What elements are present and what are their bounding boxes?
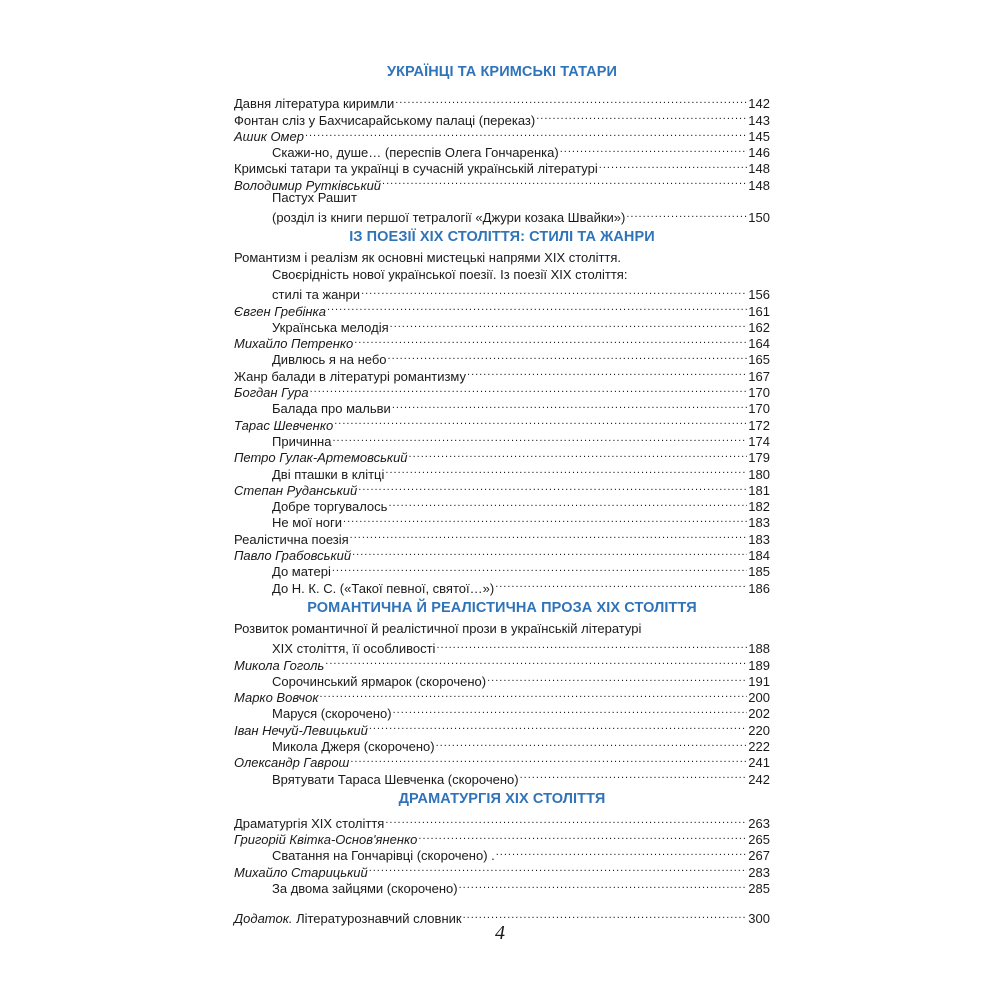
toc-page-number: 150: [748, 210, 770, 226]
toc-author-name: Степан Руданський: [234, 482, 358, 498]
dot-leader: [395, 92, 747, 108]
toc-entry-title: ХІХ століття, її особливості: [272, 641, 436, 657]
toc-entry-title: Не мої ноги: [272, 515, 343, 531]
toc-page-number: 241: [748, 755, 770, 771]
toc-page-number: 188: [748, 641, 770, 657]
dot-leader: [436, 735, 748, 751]
toc-page-number: 183: [748, 531, 770, 547]
dot-leader: [332, 560, 747, 576]
toc-author-name: Євген Гребінка: [234, 303, 326, 319]
toc-page-number: 145: [748, 128, 770, 144]
dot-leader: [305, 125, 747, 141]
toc-page-number: 146: [748, 145, 770, 161]
toc-entry-title: Жанр балади в літературі романтизму: [234, 368, 467, 384]
dot-leader: [487, 670, 747, 686]
toc-author-name: Іван Нечуй-Левицький: [234, 722, 368, 738]
dot-leader: [382, 173, 747, 189]
dot-leader: [361, 283, 747, 299]
toc-entry-title: Сорочинський ярмарок (скорочено): [272, 673, 487, 689]
dot-leader: [354, 332, 747, 348]
dot-leader: [385, 462, 747, 478]
toc-page-number: 162: [748, 319, 770, 335]
toc-page-number: 267: [748, 848, 770, 864]
toc-entry-title: Микола Джеря (скорочено): [272, 738, 435, 754]
toc-author-name: Микола Гоголь: [234, 657, 325, 673]
toc-entry-title: Скажи-но, душе… (переспів Олега Гончаренка): [272, 145, 559, 161]
table-of-contents: [234, 56, 770, 927]
dot-leader: [390, 316, 748, 332]
dot-leader: [332, 430, 747, 446]
toc-entry-title: До матері: [272, 564, 331, 580]
toc-page-number: 191: [748, 673, 770, 689]
toc-page-number: 200: [748, 690, 770, 706]
section-title: РОМАНТИЧНА Й РЕАЛІСТИЧНА ПРОЗА ХІХ СТОЛІТТЯ: [307, 599, 697, 616]
dot-leader: [467, 364, 747, 380]
toc-entry-title: За двома зайцями (скорочено): [272, 881, 458, 897]
toc-page-number: 184: [748, 548, 770, 564]
toc-page-number: 181: [748, 482, 770, 498]
toc-author-name: Ашик Омер: [234, 128, 304, 144]
section-title: ІЗ ПОЕЗІЇ ХІХ СТОЛІТТЯ: СТИЛІ ТА ЖАНРИ: [349, 229, 655, 246]
toc-page-number: 220: [748, 722, 770, 738]
toc-entry[interactable]: [234, 812, 770, 831]
toc-entry-title: Українська мелодія: [272, 319, 389, 335]
toc-entry-appendix[interactable]: [234, 907, 770, 927]
toc-entry-title: Кримські татари та українці в сучасній українській літературі: [234, 161, 598, 177]
toc-entry-title: Причинна: [272, 433, 332, 449]
dot-leader: [496, 844, 748, 860]
toc-entry-title: Дві пташки в клітці: [272, 466, 385, 482]
dot-leader: [343, 511, 747, 527]
dot-leader: [388, 348, 748, 364]
toc-page-number: 148: [748, 161, 770, 177]
toc-author-name: Павло Грабовський: [234, 548, 352, 564]
appendix-label-rest: Літературознавчий словник: [292, 911, 462, 927]
toc-author-name: Тарас Шевченко: [234, 417, 334, 433]
toc-entry-title: Давня література киримли: [234, 96, 395, 112]
dot-leader: [393, 702, 748, 718]
dot-leader: [325, 653, 747, 669]
dot-leader: [350, 527, 748, 543]
page-number: 4: [495, 922, 505, 944]
dot-leader: [626, 206, 747, 222]
toc-page-number: 164: [748, 336, 770, 352]
toc-page-number: 265: [748, 832, 770, 848]
dot-leader: [319, 686, 747, 702]
toc-entry-text: Романтизм і реалізм як основні мистецькі напрями ХІХ століття.: [234, 250, 622, 266]
toc-page-number: 222: [748, 738, 770, 754]
toc-entry[interactable]: [234, 206, 770, 226]
dot-leader: [392, 397, 747, 413]
dot-leader: [536, 108, 747, 124]
toc-entry-title: Сватання на Гончарівці (скорочено) .: [272, 848, 495, 864]
toc-page-number: 242: [748, 771, 770, 787]
dot-leader: [463, 907, 748, 923]
dot-leader: [310, 381, 748, 397]
toc-author-name: Михайло Старицький: [234, 864, 368, 880]
dot-leader: [352, 544, 747, 560]
toc-page-number: 167: [748, 368, 770, 384]
toc-page-number: 283: [748, 864, 770, 880]
toc-page-number: 202: [748, 706, 770, 722]
section-title: ДРАМАТУРГІЯ ХІХ СТОЛІТТЯ: [398, 790, 606, 807]
toc-page-number: 156: [748, 287, 770, 303]
toc-page-number: 170: [748, 401, 770, 417]
toc-page-number: 183: [748, 515, 770, 531]
dot-leader: [350, 751, 747, 767]
toc-author-name: Марко Вовчок: [234, 690, 319, 706]
toc-entry-title: Врятувати Тараса Шевченка (скорочено): [272, 771, 519, 787]
toc-page-number: 143: [748, 112, 770, 128]
toc-page-number: 285: [748, 881, 770, 897]
toc-entry[interactable]: [234, 397, 770, 417]
toc-page-number: 182: [748, 499, 770, 515]
toc-page-number: 189: [748, 657, 770, 673]
toc-entry[interactable]: [234, 637, 770, 657]
toc-author-name: Володимир Рутківський: [234, 177, 382, 193]
appendix-label-italic: Додаток.: [234, 911, 293, 927]
toc-page-number: 161: [748, 303, 770, 319]
dot-leader: [418, 828, 747, 844]
toc-page-number: 174: [748, 433, 770, 449]
toc-page-number: 172: [748, 417, 770, 433]
dot-leader: [560, 141, 748, 157]
dot-leader: [495, 576, 747, 592]
toc-author-name: Григорій Квітка-Основ'яненко: [234, 832, 418, 848]
toc-page-number: 148: [748, 177, 770, 193]
toc-page-number: 180: [748, 466, 770, 482]
toc-entry-title: Реалістична поезія: [234, 531, 349, 547]
dot-leader: [385, 812, 747, 828]
toc-author-name: Михайло Петренко: [234, 336, 354, 352]
toc-page-number: 170: [748, 385, 770, 401]
toc-entry-title: Добре торгувалось: [272, 499, 388, 515]
toc-entry-text: Пастух Рашит: [272, 189, 357, 205]
toc-entry-title: стилі та жанри: [272, 287, 361, 303]
toc-entry[interactable]: [234, 141, 770, 161]
dot-leader: [599, 157, 748, 173]
toc-page-number: 263: [748, 815, 770, 831]
toc-entry-title: Балада про мальви: [272, 401, 391, 417]
toc-author-name: Богдан Гура: [234, 385, 309, 401]
toc-page-number: 185: [748, 564, 770, 580]
dot-leader: [327, 299, 747, 315]
toc-entry[interactable]: [234, 283, 770, 303]
toc-entry-title: Драматургія ХІХ століття: [234, 815, 385, 831]
dot-leader: [369, 718, 747, 734]
toc-entry-text: Своєрідність нової української поезії. Із поезії ХІХ століття:: [272, 266, 628, 282]
toc-entry-title: До Н. К. С. («Такої певної, святої…»): [272, 580, 495, 596]
dot-leader: [520, 767, 748, 783]
toc-entry-text: Розвиток романтичної й реалістичної прози в українській літературі: [234, 620, 642, 636]
toc-page-number: 165: [748, 352, 770, 368]
toc-page-number: 300: [748, 911, 770, 927]
toc-entry[interactable]: [234, 125, 770, 144]
toc-author-name: Олександр Гаврош: [234, 755, 350, 771]
toc-entry-title: Дивлюсь я на небо: [272, 352, 387, 368]
toc-page-number: 142: [748, 96, 770, 112]
toc-page-number: 179: [748, 450, 770, 466]
dot-leader: [436, 637, 747, 653]
section-title: УКРАЇНЦІ ТА КРИМСЬКІ ТАТАРИ: [386, 64, 618, 80]
dot-leader: [369, 860, 748, 876]
toc-author-name: Петро Гулак-Артемовський: [234, 450, 408, 466]
dot-leader: [409, 446, 748, 462]
toc-entry-title: Маруся (скорочено): [272, 706, 392, 722]
toc-entry-title: (розділ із книги першої тетралогії «Джури козака Швайки»): [272, 210, 626, 226]
dot-leader: [459, 877, 748, 893]
dot-leader: [388, 495, 747, 511]
toc-entry[interactable]: [234, 92, 770, 112]
toc-entry-title: Фонтан сліз у Бахчисарайському палаці (переказ): [234, 112, 536, 128]
toc-page-number: 186: [748, 580, 770, 596]
toc-entry[interactable]: [234, 381, 770, 401]
dot-leader: [334, 413, 747, 429]
dot-leader: [358, 479, 747, 495]
